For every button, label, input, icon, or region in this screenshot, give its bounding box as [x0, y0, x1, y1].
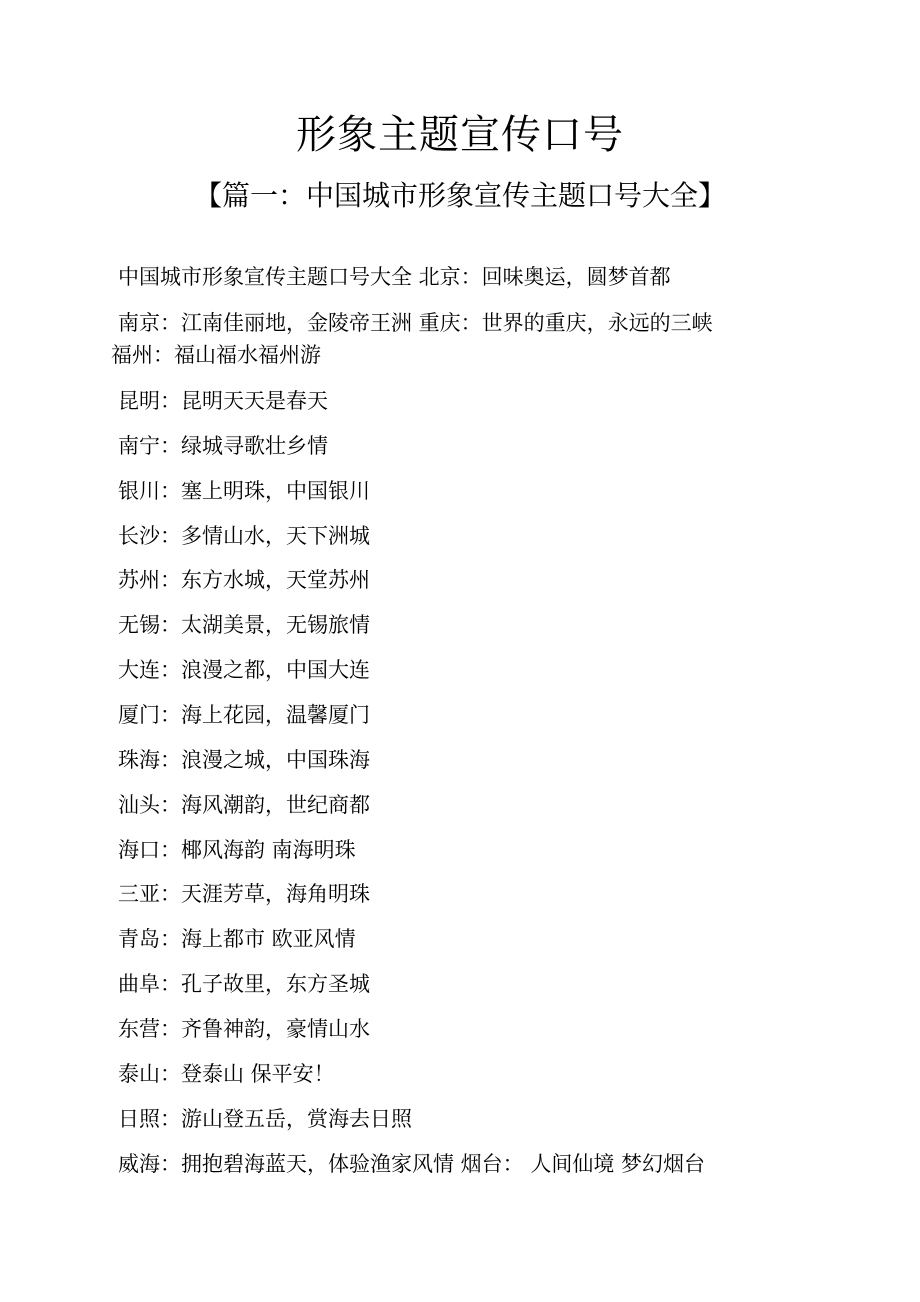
slogan-line: 大连：浪漫之都，中国大连	[118, 658, 370, 682]
slogan-line: 福州：福山福水福州游	[111, 343, 321, 367]
slogan-line: 曲阜：孔子故里，东方圣城	[118, 972, 370, 996]
slogan-line: 汕头：海风潮韵，世纪商都	[118, 793, 370, 817]
slogan-line: 威海：拥抱碧海蓝天，体验渔家风情 烟台： 人间仙境 梦幻烟台	[118, 1152, 706, 1176]
slogan-line: 厦门：海上花园，温馨厦门	[118, 703, 370, 727]
slogan-line: 中国城市形象宣传主题口号大全 北京：回味奥运，圆梦首都	[118, 265, 671, 289]
slogan-line: 银川：塞上明珠，中国银川	[118, 479, 370, 503]
slogan-line: 昆明：昆明天天是春天	[118, 389, 328, 413]
slogan-line: 泰山：登泰山 保平安！	[118, 1062, 335, 1086]
slogan-line: 日照：游山登五岳，赏海去日照	[118, 1107, 412, 1131]
slogan-line: 珠海：浪漫之城，中国珠海	[118, 748, 370, 772]
slogan-line: 青岛：海上都市 欧亚风情	[118, 927, 356, 951]
slogan-line: 三亚：天涯芳草，海角明珠	[118, 882, 370, 906]
slogan-line: 无锡：太湖美景，无锡旅情	[118, 613, 370, 637]
slogan-line: 苏州：东方水城，天堂苏州	[118, 568, 370, 592]
slogan-line: 南京：江南佳丽地，金陵帝王洲 重庆：世界的重庆，永远的三峡	[118, 311, 713, 335]
document-title: 形象主题宣传口号	[296, 112, 624, 158]
document-subtitle: 【篇一：中国城市形象宣传主题口号大全】	[193, 179, 726, 212]
slogan-line: 南宁：绿城寻歌壮乡情	[118, 434, 328, 458]
slogan-line: 东营：齐鲁神韵，豪情山水	[118, 1017, 370, 1041]
slogan-line: 海口：椰风海韵 南海明珠	[118, 838, 356, 862]
slogan-line: 长沙：多情山水，天下洲城	[118, 524, 370, 548]
